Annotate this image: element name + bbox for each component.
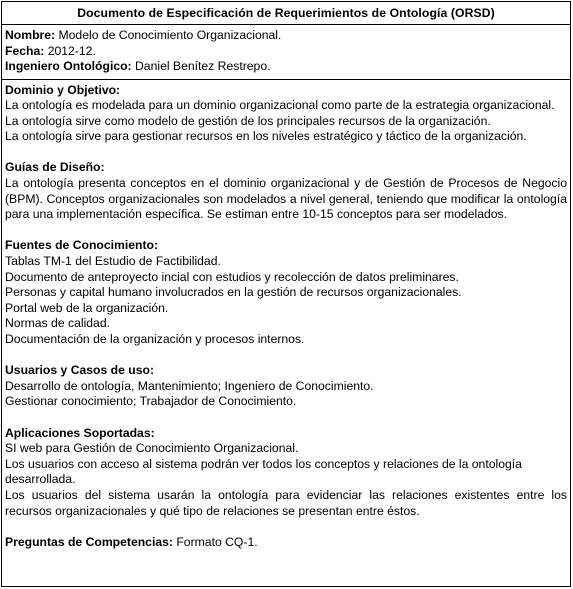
section-title: Preguntas de Competencias: xyxy=(5,534,173,549)
nombre-line xyxy=(5,28,567,44)
section-line: La ontología sirve como modelo de gestión de los principales recursos de la organización. xyxy=(5,113,491,128)
section-guias xyxy=(5,160,567,222)
section-title: Guías de Diseño: xyxy=(5,160,105,175)
section-line: Tablas TM-1 del Estudio de Factibilidad. xyxy=(5,254,221,269)
section-line: SI web para Gestión de Conocimiento Organizacional. xyxy=(5,441,299,456)
section-line: Gestionar conocimiento; Trabajador de Conocimiento. xyxy=(5,394,297,409)
section-line: Los usuarios con acceso al sistema podrán ver todos los conceptos y relaciones de la ontología desarrollada. xyxy=(5,456,522,487)
section-line: Los usuarios del sistema usarán la ontología para evidenciar las relaciones existentes entre los recursos organizacionales y qué tipo de relaciones se presentan entre éstos. xyxy=(5,487,567,518)
orsd-document xyxy=(1,1,571,587)
section-title: Dominio y Objetivo: xyxy=(5,82,121,97)
ingeniero-label: Ingeniero Ontológico: xyxy=(5,59,132,73)
section-line: Documentación de la organización y procesos internos. xyxy=(5,332,305,346)
section-dominio xyxy=(5,83,567,145)
section-usuarios xyxy=(5,363,567,410)
section-line: La ontología sirve para gestionar recursos en los niveles estratégico y táctico de la organización. xyxy=(5,129,527,144)
section-preguntas xyxy=(5,535,567,551)
preguntas-value: Formato CQ-1. xyxy=(176,534,258,549)
section-line: Personas y capital humano involucrados en la gestión de recursos organizacionales. xyxy=(5,285,462,300)
fecha-label: Fecha: xyxy=(5,43,45,58)
section-aplicaciones xyxy=(5,426,567,520)
fecha-value: 2012-12. xyxy=(47,43,96,58)
section-line: Normas de calidad. xyxy=(5,316,110,331)
section-line: La ontología es modelada para un dominio organizacional como parte de la estrategia organizacional. xyxy=(5,98,555,113)
metadata-block xyxy=(2,25,570,80)
nombre-value: Modelo de Conocimiento Organizacional. xyxy=(58,28,282,42)
section-paragraph: La ontología presenta conceptos en el dominio organizacional y de Gestión de Procesos de Negocio (BPM). Conceptos organizacionales son modelados a nivel general, teniendo que modificar la ontología para una implementación específica. Se estiman entre 10-15 conceptos para ser modelados. xyxy=(5,176,567,222)
nombre-label: Nombre: xyxy=(5,28,56,42)
section-fuentes xyxy=(5,238,567,347)
specification-body xyxy=(2,80,570,551)
fecha-line xyxy=(5,44,567,60)
section-title: Usuarios y Casos de uso: xyxy=(5,363,155,378)
ingeniero-line xyxy=(5,59,567,75)
section-title: Fuentes de Conocimiento: xyxy=(5,238,159,253)
section-line: Desarrollo de ontología, Mantenimiento; Ingeniero de Conocimiento. xyxy=(5,378,374,393)
document-title: Documento de Especificación de Requerimientos de Ontología (ORSD) xyxy=(2,2,570,25)
ingeniero-value: Daniel Benítez Restrepo. xyxy=(135,59,271,73)
section-line: Portal web de la organización. xyxy=(5,300,169,315)
section-title: Aplicaciones Soportadas: xyxy=(5,425,155,440)
section-line: Documento de anteproyecto incial con estudios y recolección de datos preliminares. xyxy=(5,269,459,284)
